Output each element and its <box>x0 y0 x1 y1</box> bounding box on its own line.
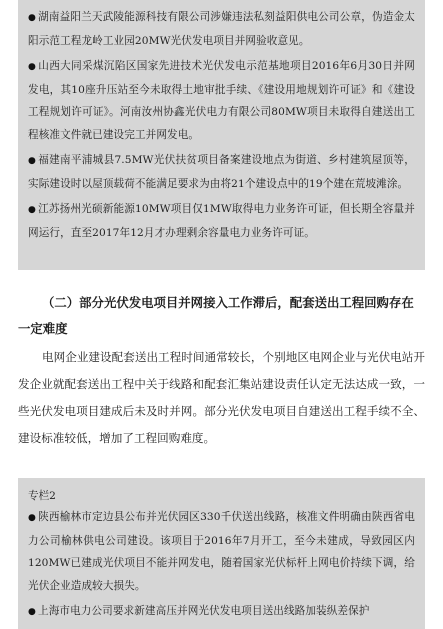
case-item: ● 山西大同采煤沉陷区国家先进技术光伏发电示范基地项目2016年6月30日并网发电，其10座升压站至今未取得土地审批手续、《建设用地规划许可证》和《建设工程规划许可证》。河南汝州协鑫光伏电力有限公司80MW项目未取得自建送出工程核准文件就已建设完工并网发电。 <box>28 55 415 146</box>
case-item: ● 湖南益阳兰天武陵能源科技有限公司涉嫌违法私刻益阳供电公司公章，伪造金太阳示范工程龙岭工业园20MW光伏发电项目并网验收意见。 <box>28 6 415 52</box>
bullet-icon: ● <box>28 62 36 72</box>
bullet-icon: ● <box>28 607 36 617</box>
case-item: ● 陕西榆林市定边县公布并光伏园区330千伏送出线路，核准文件明确由陕西省电力公司榆林供电公司建设。该项目于2016年7月开工，至今未建成，导致园区内120MW已建成光伏项目不能并网发电，随着国家光伏标杆上网电价持续下调，给光伏企业造成较大损失。 <box>28 506 415 597</box>
section-body: 电网企业建设配套送出工程时间通常较长，个别地区电网企业与光伏电站开发企业就配套送出工程中关于线路和配套汇集站建设责任认定无法达成一致，一些光伏发电项目建成后未及时并网。部分光伏发电项目自建送出工程手续不全、建设标准较低，增加了工程回购难度。 <box>18 350 425 445</box>
bullet-icon: ● <box>28 156 36 166</box>
case-item: ● 上海市电力公司要求新建高压并网光伏发电项目送出线路加装纵差保护 <box>28 600 415 624</box>
case-box-bottom <box>18 478 425 629</box>
section-heading: （二）部分光伏发电项目并网接入工作滞后，配套送出工程回购存在一定难度 <box>18 295 414 336</box>
case-item: ● 福建南平浦城县7.5MW光伏扶贫项目备案建设地点为街道、乡村建筑屋顶等，实际建设时以屋顶载荷不能满足要求为由将21个建设点中的19个建在荒坡滩涂。 <box>28 149 415 195</box>
bullet-icon: ● <box>28 513 36 523</box>
box-label: 专栏2 <box>28 490 56 502</box>
case-item: ● 江苏扬州光硕新能源10MW项目仅1MW取得电力业务许可证，但长期全容量并网运行，直至2017年12月才办理剩余容量电力业务许可证。 <box>28 198 415 244</box>
case-box-top <box>18 0 425 270</box>
bullet-icon: ● <box>28 13 36 23</box>
bullet-icon: ● <box>28 205 36 215</box>
